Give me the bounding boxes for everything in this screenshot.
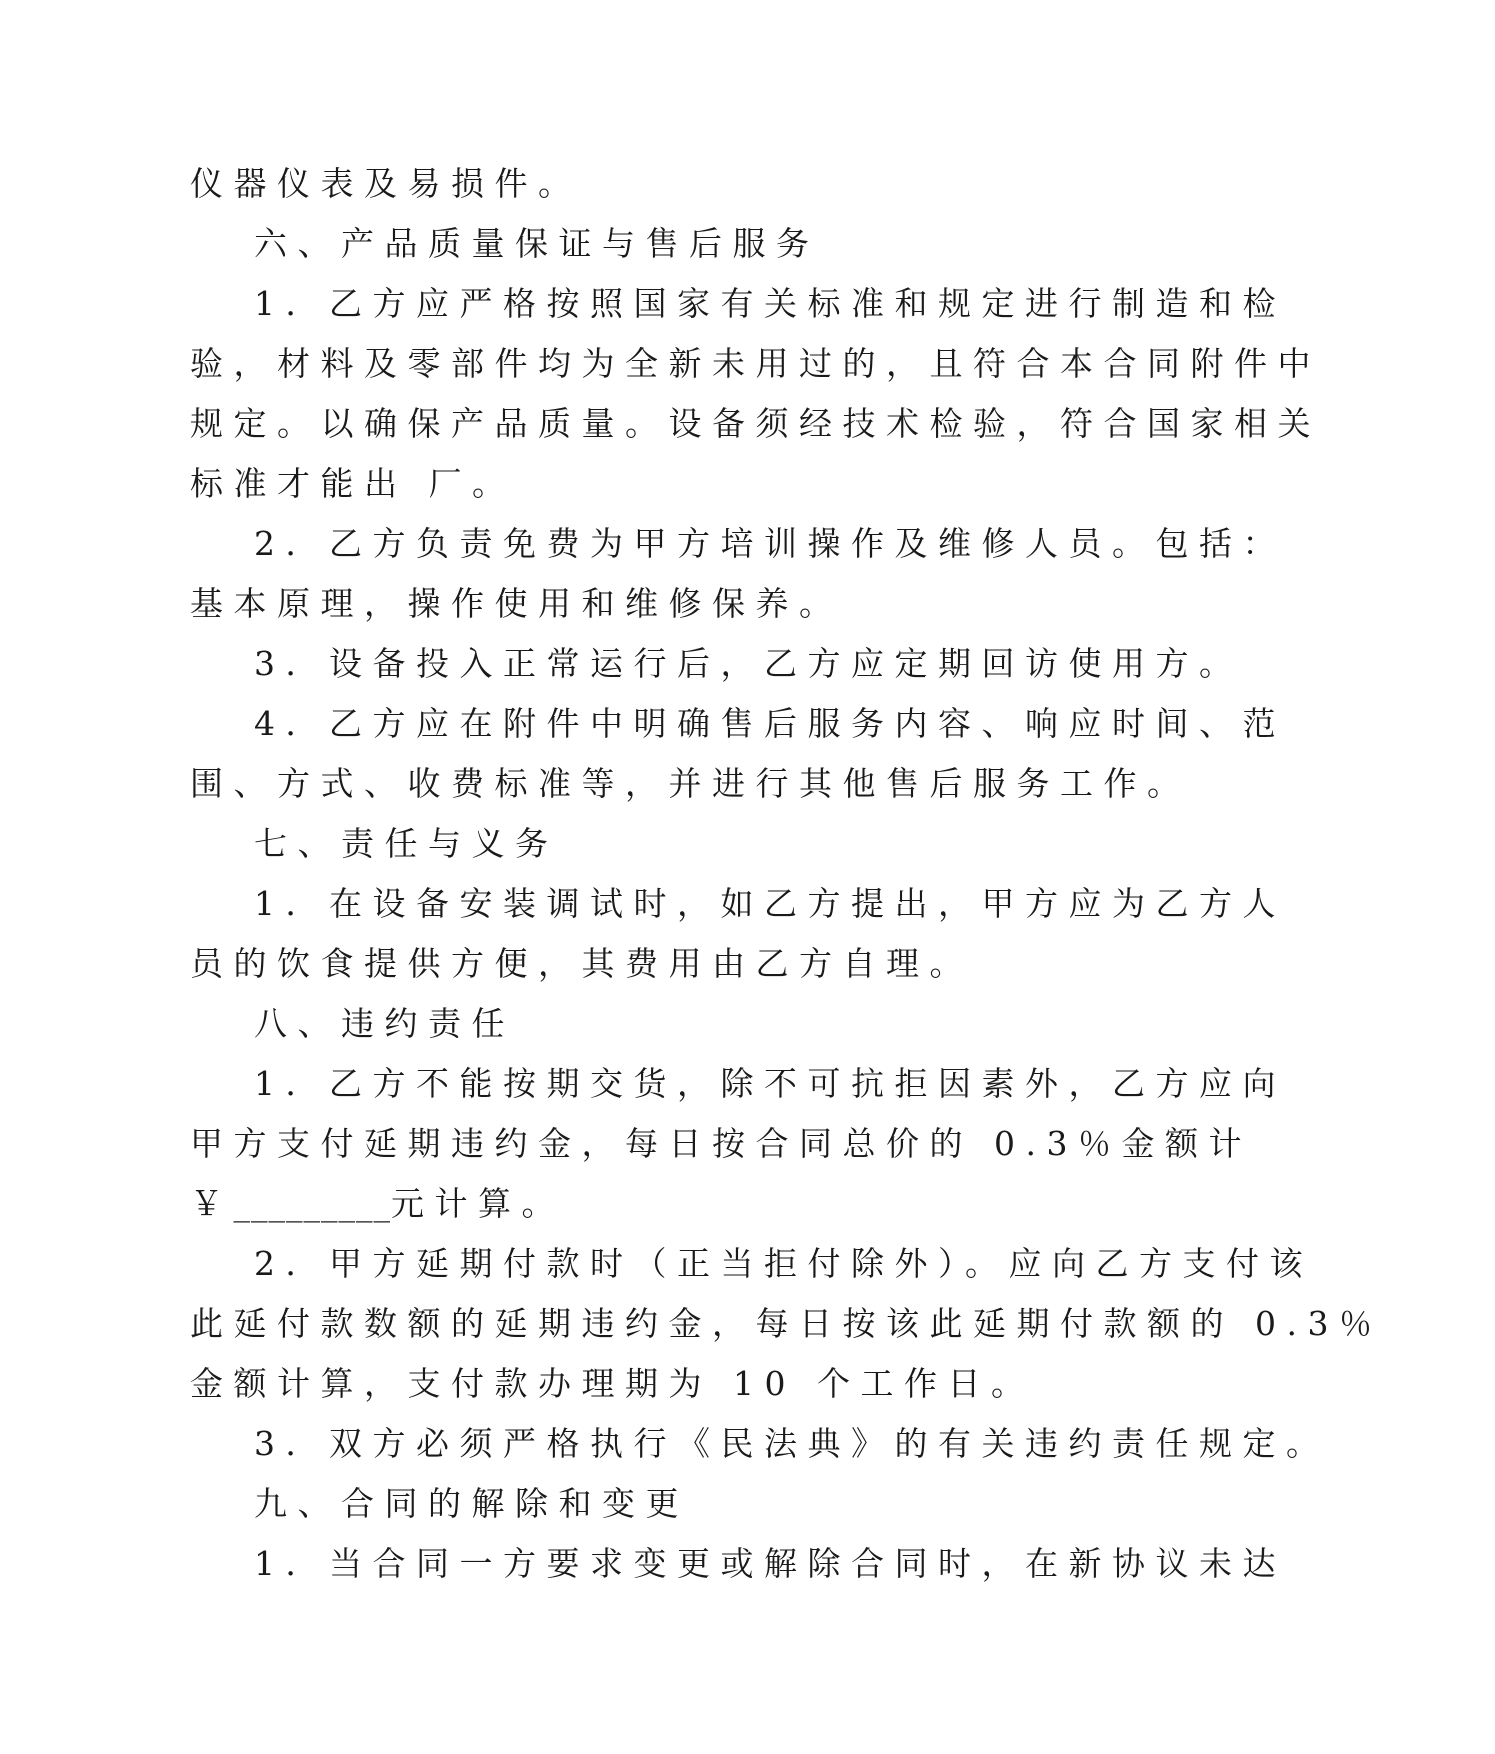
section-heading: 六、产品质量保证与售后服务 [254, 224, 820, 263]
amount-blank: _________ [233, 1184, 391, 1223]
amount-line [190, 1174, 1431, 1234]
text-line: 1．乙方不能按期交货，除不可抗拒因素外，乙方应向 [254, 1064, 1286, 1103]
text-line: 员的饮食提供方便，其费用由乙方自理。 [190, 944, 973, 983]
section-heading: 七、责任与义务 [254, 824, 559, 863]
text-line: 围、方式、收费标准等，并进行其他售后服务工作。 [190, 764, 1191, 803]
text-line: 4．乙方应在附件中明确售后服务内容、响应时间、范 [254, 704, 1286, 743]
text-line: 仪器仪表及易损件。 [190, 164, 582, 203]
text-line: 甲方支付延期违约金，每日按合同总价的 0.3％金额计 [190, 1124, 1252, 1163]
text-line: 金额计算，支付款办理期为 10 个工作日。 [190, 1364, 1035, 1403]
text-line: 1．在设备安装调试时，如乙方提出，甲方应为乙方人 [254, 884, 1286, 923]
amount-suffix: 元计算。 [391, 1184, 565, 1223]
text-line: 1．乙方应严格按照国家有关标准和规定进行制造和检 [254, 284, 1286, 323]
text-line: 2．乙方负责免费为甲方培训操作及维修人员。包括： [254, 524, 1286, 563]
text-line: 3．设备投入正常运行后，乙方应定期回访使用方。 [254, 644, 1243, 683]
text-line: 规定。以确保产品质量。设备须经技术检验，符合国家相关 [190, 404, 1321, 443]
text-line: 3．双方必须严格执行《民法典》的有关违约责任规定。 [254, 1424, 1330, 1463]
section-heading: 八、违约责任 [254, 1004, 515, 1043]
section-heading: 九、合同的解除和变更 [254, 1484, 689, 1523]
text-line: 标准才能出 厂。 [190, 464, 516, 503]
currency-symbol: ￥ [190, 1184, 234, 1223]
text-line: 验，材料及零部件均为全新未用过的，且符合本合同附件中 [190, 344, 1321, 383]
text-line: 2．甲方延期付款时（正当拒付除外）。应向乙方支付该 [254, 1244, 1313, 1283]
text-line: 此延付款数额的延期违约金，每日按该此延期付款额的 0.3％ [190, 1304, 1383, 1343]
text-line: 1．当合同一方要求变更或解除合同时，在新协议未达 [254, 1544, 1286, 1583]
text-line: 基本原理，操作使用和维修保养。 [190, 584, 843, 623]
